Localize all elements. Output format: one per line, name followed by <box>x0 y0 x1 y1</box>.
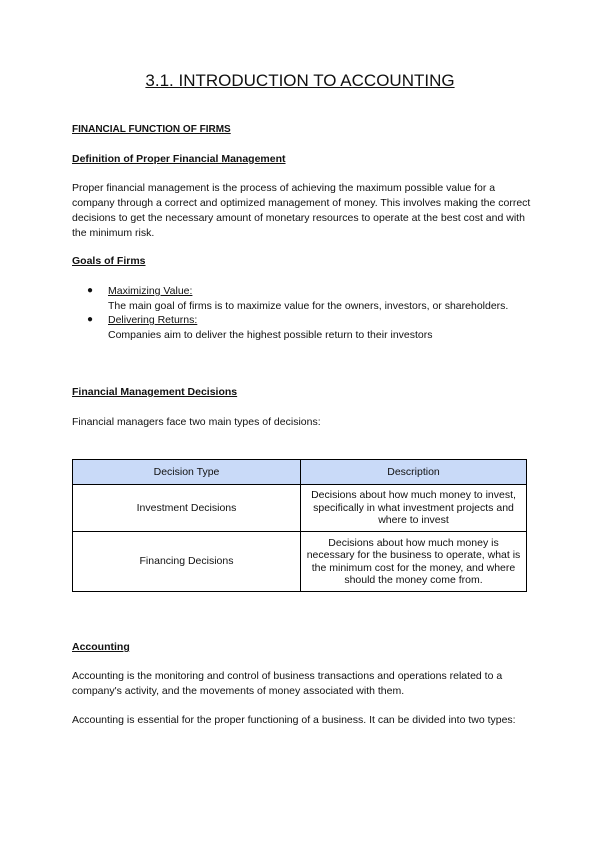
table-cell: Decisions about how much money to invest, specifically in what investment projects and where to invest <box>301 485 527 532</box>
list-item <box>72 313 532 342</box>
accounting-paragraph-2: Accounting is essential for the proper functioning of a business. It can be divided into two types: <box>72 714 516 726</box>
table-cell: Decisions about how much money is necessary for the business to operate, what is the minimum cost for the money, and where should the money come from. <box>301 532 527 592</box>
goal-title: Maximizing Value: <box>108 285 193 297</box>
subheading-accounting: Accounting <box>72 641 130 653</box>
table-cell: Investment Decisions <box>73 485 301 532</box>
table-header-cell: Decision Type <box>73 460 301 485</box>
bullet-icon: ● <box>87 285 94 296</box>
subheading-goals: Goals of Firms <box>72 255 146 267</box>
page-title: 3.1. INTRODUCTION TO ACCOUNTING <box>145 71 455 90</box>
table-cell: Financing Decisions <box>73 532 301 592</box>
table-header-cell: Description <box>301 460 527 485</box>
decisions-table <box>72 459 527 592</box>
definition-paragraph: Proper financial management is the process of achieving the maximum possible value for a company through a correct and optimized management of money. This involves making the correct decisions to get the necessary amount of monetary resources to operate at the best cost and with the minimum risk. <box>72 182 531 239</box>
subheading-decisions: Financial Management Decisions <box>72 386 238 398</box>
goal-title: Delivering Returns: <box>108 314 198 326</box>
table-header-row <box>73 460 527 485</box>
section-heading-financial-function: FINANCIAL FUNCTION OF FIRMS <box>72 124 231 135</box>
list-item <box>72 284 532 313</box>
bullet-icon: ● <box>87 314 94 325</box>
goal-description: The main goal of firms is to maximize value for the owners, investors, or shareholders. <box>108 299 509 312</box>
subheading-definition: Definition of Proper Financial Management <box>72 153 286 165</box>
table-row <box>73 532 527 592</box>
goal-description: Companies aim to deliver the highest possible return to their investors <box>108 328 433 341</box>
table-row <box>73 485 527 532</box>
accounting-paragraph-1: Accounting is the monitoring and control of business transactions and operations related to a company's activity, and the movements of money associated with them. <box>72 670 503 697</box>
goals-list <box>72 284 532 342</box>
decisions-intro: Financial managers face two main types of decisions: <box>72 416 321 428</box>
